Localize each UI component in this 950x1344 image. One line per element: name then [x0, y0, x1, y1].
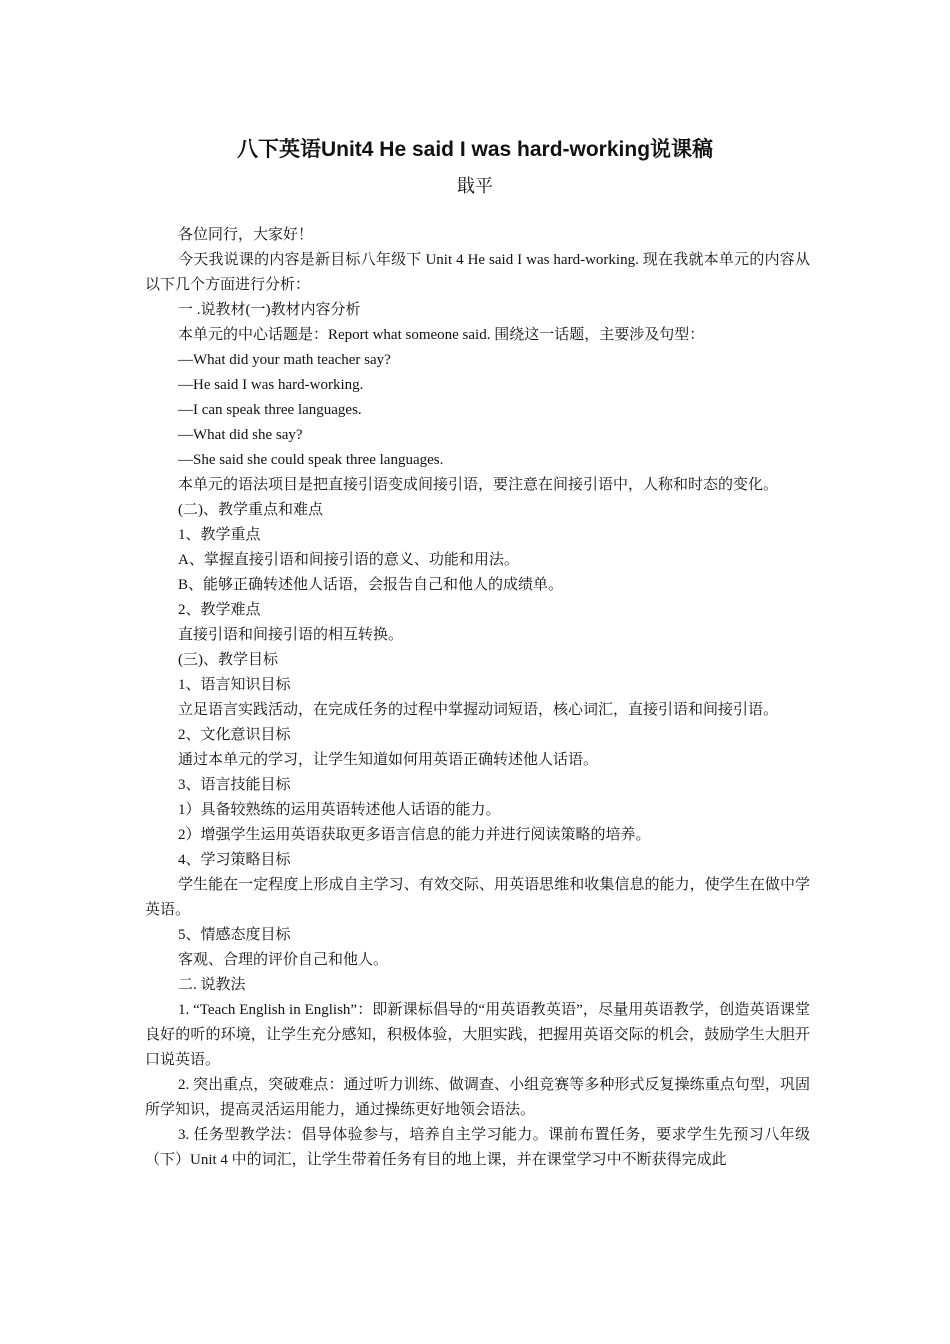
paragraph: 学生能在一定程度上形成自主学习、有效交际、用英语思维和收集信息的能力，使学生在做中学英语。 — [145, 877, 810, 918]
paragraph: 客观、合理的评价自己和他人。 — [178, 952, 389, 968]
dialogue-line: —He said I was hard-working. — [178, 377, 364, 393]
document-title: 八下英语Unit4 He said I was hard-working说课稿 — [236, 138, 714, 161]
subsection-heading: 2、教学难点 — [178, 602, 261, 618]
paragraph: B、能够正确转述他人话语，会报告自己和他人的成绩单。 — [178, 577, 564, 593]
paragraph: 各位同行，大家好！ — [178, 227, 314, 243]
paragraph: A、掌握直接引语和间接引语的意义、功能和用法。 — [178, 552, 519, 568]
paragraph: 2）增强学生运用英语获取更多语言信息的能力并进行阅读策略的培养。 — [178, 827, 651, 843]
paragraph: 2. 突出重点，突破难点：通过听力训练、做调查、小组竞赛等多种形式反复操练重点句型，巩固所学知识，提高灵活运用能力，通过操练更好地领会语法。 — [145, 1077, 810, 1118]
subsection-heading: 4、学习策略目标 — [178, 852, 291, 868]
subsection-heading: 1、教学重点 — [178, 527, 261, 543]
paragraph: 直接引语和间接引语的相互转换。 — [178, 627, 404, 643]
document-author: 戢平 — [457, 176, 493, 197]
subsection-heading: 5、情感态度目标 — [178, 927, 291, 943]
subsection-heading: 1、语言知识目标 — [178, 677, 291, 693]
section-heading: 一 .说教材(一)教材内容分析 — [178, 302, 361, 318]
dialogue-line: —She said she could speak three languages. — [178, 452, 444, 468]
subsection-heading: 2、文化意识目标 — [178, 727, 291, 743]
paragraph: 1）具备较熟练的运用英语转述他人话语的能力。 — [178, 802, 501, 818]
paragraph: 本单元的中心话题是：Report what someone said. 围绕这一话题，主要涉及句型： — [178, 327, 705, 343]
paragraph: 1. “Teach English in English”：即新课标倡导的“用英语教英语”，尽量用英语教学，创造英语课堂良好的听的环境，让学生充分感知，积极体验，大胆实践，把握用英语交际的机会，鼓励学生大胆开口说英语。 — [145, 1002, 810, 1068]
paragraph: 通过本单元的学习，让学生知道如何用英语正确转述他人话语。 — [178, 752, 599, 768]
subsection-heading: 3、语言技能目标 — [178, 777, 291, 793]
paragraph: 立足语言实践活动，在完成任务的过程中掌握动词短语，核心词汇，直接引语和间接引语。 — [178, 702, 779, 718]
paragraph: 本单元的语法项目是把直接引语变成间接引语，要注意在间接引语中，人称和时态的变化。 — [178, 477, 779, 493]
dialogue-line: —What did she say? — [178, 427, 303, 443]
document-body — [145, 223, 810, 1173]
paragraph: 3. 任务型教学法：倡导体验参与，培养自主学习能力。课前布置任务，要求学生先预习八年级（下）Unit 4 中的词汇，让学生带着任务有目的地上课，并在课堂学习中不断获得完成此 — [145, 1127, 810, 1168]
dialogue-line: —I can speak three languages. — [178, 402, 362, 418]
paragraph: 今天我说课的内容是新目标八年级下 Unit 4 He said I was hard-working. 现在我就本单元的内容从以下几个方面进行分析： — [145, 252, 810, 293]
section-heading: (二)、教学重点和难点 — [178, 502, 323, 518]
section-heading: 二. 说教法 — [178, 977, 246, 993]
section-heading: (三)、教学目标 — [178, 652, 278, 668]
dialogue-line: —What did your math teacher say? — [178, 352, 391, 368]
